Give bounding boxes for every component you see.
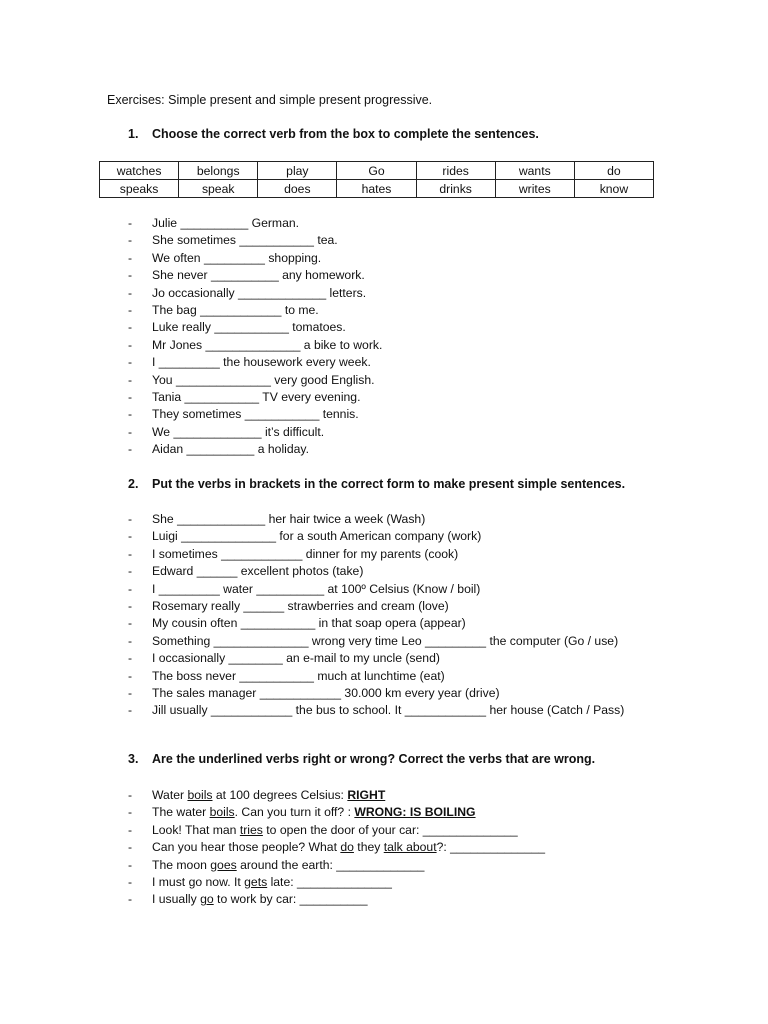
verb-table-cell: writes bbox=[495, 180, 574, 198]
bullet-dash: - bbox=[128, 216, 133, 230]
sentence-text: We _____________ it’s difficult. bbox=[152, 424, 325, 439]
bullet-dash: - bbox=[128, 685, 133, 700]
section-1-heading bbox=[128, 127, 539, 141]
section-2-list bbox=[128, 511, 624, 720]
verb-box-table bbox=[99, 161, 654, 198]
list-item bbox=[128, 215, 382, 232]
section-2-heading bbox=[128, 477, 625, 491]
verb-table-cell: hates bbox=[337, 180, 416, 198]
verb-table-cell: know bbox=[574, 180, 653, 198]
bullet-dash: - bbox=[128, 355, 133, 370]
verb-table-cell: do bbox=[574, 162, 653, 180]
sentence-text: I sometimes ____________ dinner for my parents (cook) bbox=[152, 546, 459, 561]
underlined-verb: boils bbox=[209, 805, 235, 820]
verb-table-cell: rides bbox=[416, 162, 495, 180]
bullet-dash: - bbox=[128, 442, 133, 457]
sentence-text: Rosemary really ______ strawberries and cream (love) bbox=[152, 598, 449, 613]
list-item bbox=[128, 874, 545, 891]
list-item bbox=[128, 839, 545, 856]
sentence-text: The bag ____________ to me. bbox=[152, 302, 319, 317]
verb-table-cell: speaks bbox=[100, 180, 179, 198]
sentence-text: Tania ___________ TV every evening. bbox=[152, 389, 361, 404]
sentence-text: they bbox=[353, 840, 384, 855]
sentence-text: Mr Jones ______________ a bike to work. bbox=[152, 337, 383, 352]
sentence-text: I occasionally ________ an e-mail to my uncle (send) bbox=[152, 651, 440, 666]
worksheet-title: Exercises: Simple present and simple present progressive. bbox=[107, 93, 433, 107]
verb-table-cell: drinks bbox=[416, 180, 495, 198]
bullet-dash: - bbox=[128, 546, 133, 561]
bullet-dash: - bbox=[128, 389, 133, 404]
section-3-heading bbox=[128, 752, 595, 766]
bullet-dash: - bbox=[128, 233, 133, 248]
list-item bbox=[128, 441, 382, 458]
list-item bbox=[128, 354, 382, 371]
sentence-text: You ______________ very good English. bbox=[152, 372, 375, 387]
list-item bbox=[128, 406, 382, 423]
section-heading-text: Put the verbs in brackets in the correct form to make present simple sentences. bbox=[152, 477, 626, 491]
list-item bbox=[128, 581, 624, 598]
sentence-text: ?: ______________ bbox=[436, 840, 546, 855]
sentence-text: Edward ______ excellent photos (take) bbox=[152, 564, 364, 579]
bullet-dash: - bbox=[128, 302, 133, 317]
sentence-text: to open the door of your car: ______________ bbox=[262, 822, 518, 837]
sentence-text: She sometimes ___________ tea. bbox=[152, 233, 338, 248]
verb-table-cell: Go bbox=[337, 162, 416, 180]
underlined-verb: talk about bbox=[383, 840, 437, 855]
bullet-dash: - bbox=[128, 633, 133, 648]
bullet-dash: - bbox=[128, 407, 133, 422]
bullet-dash: - bbox=[128, 840, 133, 855]
section-number: 1. bbox=[128, 127, 139, 141]
sentence-text: The boss never ___________ much at lunchtime (eat) bbox=[152, 668, 445, 683]
list-item bbox=[128, 285, 382, 302]
bullet-dash: - bbox=[128, 529, 133, 544]
bullet-dash: - bbox=[128, 424, 133, 439]
sentence-text: around the earth: _____________ bbox=[236, 857, 425, 872]
section-number: 3. bbox=[128, 752, 139, 766]
sentence-text: Julie __________ German. bbox=[152, 216, 300, 230]
list-item bbox=[128, 787, 545, 804]
sentence-text: My cousin often ___________ in that soap opera (appear) bbox=[152, 616, 466, 631]
verb-table-cell: belongs bbox=[179, 162, 258, 180]
list-item bbox=[128, 232, 382, 249]
verb-table-cell: speak bbox=[179, 180, 258, 198]
underlined-verb: go bbox=[200, 892, 214, 907]
bullet-dash: - bbox=[128, 320, 133, 335]
list-item bbox=[128, 822, 545, 839]
section-number: 2. bbox=[128, 477, 139, 491]
bullet-dash: - bbox=[128, 598, 133, 613]
sentence-text: Can you hear those people? What bbox=[152, 840, 341, 855]
verb-table-cell: watches bbox=[100, 162, 179, 180]
list-item bbox=[128, 267, 382, 284]
sentence-text: We often _________ shopping. bbox=[152, 250, 322, 265]
underlined-verb: do bbox=[340, 840, 354, 855]
bullet-dash: - bbox=[128, 337, 133, 352]
sentence-text: to work by car: __________ bbox=[213, 892, 368, 907]
sentence-text: Water bbox=[152, 788, 188, 802]
list-item bbox=[128, 250, 382, 267]
sentence-text: She _____________ her hair twice a week (Wash) bbox=[152, 512, 426, 526]
sentence-text: I must go now. It bbox=[152, 874, 245, 889]
sentence-text: Jill usually ____________ the bus to school. It ____________ her house (Catch / Pass) bbox=[152, 703, 625, 718]
bullet-dash: - bbox=[128, 581, 133, 596]
sentence-text: Luigi ______________ for a south American company (work) bbox=[152, 529, 482, 544]
sentence-text: Aidan __________ a holiday. bbox=[152, 442, 309, 457]
list-item bbox=[128, 319, 382, 336]
bullet-dash: - bbox=[128, 857, 133, 872]
underlined-verb: RIGHT bbox=[347, 788, 386, 802]
bullet-dash: - bbox=[128, 616, 133, 631]
list-item bbox=[128, 650, 624, 667]
sentence-text: late: ______________ bbox=[267, 874, 392, 889]
underlined-verb: boils bbox=[187, 788, 213, 802]
verb-table-cell: does bbox=[258, 180, 337, 198]
sentence-text: Luke really ___________ tomatoes. bbox=[152, 320, 346, 335]
sentence-text: The water bbox=[152, 805, 210, 820]
bullet-dash: - bbox=[128, 892, 133, 907]
bullet-dash: - bbox=[128, 285, 133, 300]
section-1-list bbox=[128, 215, 382, 458]
section-heading-text: Choose the correct verb from the box to complete the sentences. bbox=[152, 127, 539, 141]
list-item bbox=[128, 702, 624, 719]
sentence-text: I usually bbox=[152, 892, 201, 907]
underlined-verb: goes bbox=[210, 857, 237, 872]
sentence-text: I _________ water __________ at 100º Celsius (Know / boil) bbox=[152, 581, 481, 596]
list-item bbox=[128, 337, 382, 354]
underlined-verb: WRONG: IS BOILING bbox=[354, 805, 476, 820]
list-item bbox=[128, 424, 382, 441]
verb-table-cell: wants bbox=[495, 162, 574, 180]
bullet-dash: - bbox=[128, 250, 133, 265]
sentence-text: Something ______________ wrong very time Leo _________ the computer (Go / use) bbox=[152, 633, 619, 648]
bullet-dash: - bbox=[128, 564, 133, 579]
sentence-text: The moon bbox=[152, 857, 211, 872]
list-item bbox=[128, 685, 624, 702]
bullet-dash: - bbox=[128, 651, 133, 666]
list-item bbox=[128, 804, 545, 821]
underlined-verb: gets bbox=[244, 874, 268, 889]
verb-table-cell: play bbox=[258, 162, 337, 180]
bullet-dash: - bbox=[128, 788, 133, 802]
list-item bbox=[128, 668, 624, 685]
sentence-text: I _________ the housework every week. bbox=[152, 355, 371, 370]
bullet-dash: - bbox=[128, 268, 133, 283]
bullet-dash: - bbox=[128, 822, 133, 837]
sentence-text: They sometimes ___________ tennis. bbox=[152, 407, 359, 422]
list-item bbox=[128, 302, 382, 319]
sentence-text: Look! That man bbox=[152, 822, 240, 837]
list-item bbox=[128, 546, 624, 563]
sentence-text: She never __________ any homework. bbox=[152, 268, 365, 283]
list-item bbox=[128, 891, 545, 908]
sentence-text: The sales manager ____________ 30.000 km every year (drive) bbox=[152, 685, 500, 700]
list-item bbox=[128, 528, 624, 545]
list-item bbox=[128, 389, 382, 406]
bullet-dash: - bbox=[128, 805, 133, 820]
bullet-dash: - bbox=[128, 372, 133, 387]
sentence-text: Jo occasionally _____________ letters. bbox=[152, 285, 367, 300]
list-item bbox=[128, 615, 624, 632]
list-item bbox=[128, 633, 624, 650]
sentence-text: at 100 degrees Celsius: bbox=[212, 788, 348, 802]
verb-table-row bbox=[100, 180, 654, 198]
list-item bbox=[128, 563, 624, 580]
list-item bbox=[128, 598, 624, 615]
bullet-dash: - bbox=[128, 668, 133, 683]
bullet-dash: - bbox=[128, 512, 133, 526]
section-heading-text: Are the underlined verbs right or wrong? Correct the verbs that are wrong. bbox=[152, 752, 596, 766]
bullet-dash: - bbox=[128, 874, 133, 889]
verb-table-row bbox=[100, 162, 654, 180]
list-item bbox=[128, 372, 382, 389]
bullet-dash: - bbox=[128, 703, 133, 718]
list-item bbox=[128, 511, 624, 528]
sentence-text: . Can you turn it off? : bbox=[234, 805, 355, 820]
underlined-verb: tries bbox=[239, 822, 263, 837]
list-item bbox=[128, 857, 545, 874]
section-3-list bbox=[128, 787, 545, 909]
